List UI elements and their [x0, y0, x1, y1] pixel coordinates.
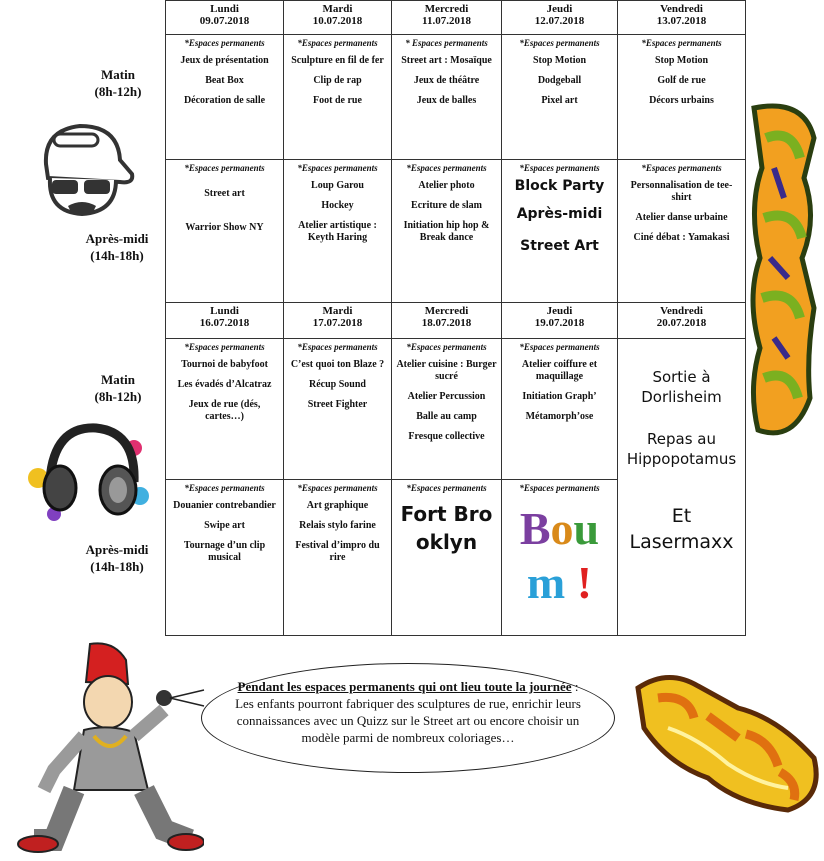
day-header: Lundi 09.07.2018: [166, 1, 284, 35]
activity-cell: *Espaces permanents Stop Motion Golf de rue Décors urbains: [618, 35, 746, 160]
note-title: Pendant les espaces permanents qui ont lieu toute la journée: [237, 679, 572, 694]
afternoon-label: Après-midi: [85, 542, 149, 557]
morning-label: Matin: [101, 67, 135, 82]
activity-cell: *Espaces permanents C’est quoi ton Blaze ? Récup Sound Street Fighter: [284, 339, 392, 480]
morning-hours: (8h-12h): [94, 84, 142, 99]
activity-cell: *Espaces permanents Street art Warrior Show NY: [166, 160, 284, 303]
morning-label-week1: [78, 66, 158, 100]
activity-cell: *Espaces permanents Art graphique Relais stylo farine Festival d’impro du rire: [284, 480, 392, 636]
morning-label-week2: [78, 371, 158, 405]
day-header: Lundi 16.07.2018: [166, 303, 284, 339]
week2-header-row: [166, 303, 746, 339]
outing-line: Repas au Hippopotamus: [626, 430, 737, 468]
fort-brooklyn: Fort Brooklyn: [400, 502, 493, 554]
day-header: Jeudi 19.07.2018: [502, 303, 618, 339]
activity-cell: *Espaces permanents Jeux de présentation Beat Box Décoration de salle: [166, 35, 284, 160]
activity-cell: *Espaces permanents Block Party Après-midi Street Art: [502, 160, 618, 303]
boum-letter: B: [519, 503, 551, 554]
schedule-table: [165, 0, 746, 636]
style-graffiti-image: [628, 668, 824, 818]
afternoon-label-week2: [70, 541, 164, 575]
activity-cell: *Espaces permanents Fort Brooklyn: [392, 480, 502, 636]
morning-hours: (8h-12h): [94, 389, 142, 404]
day-header: Vendredi 13.07.2018: [618, 1, 746, 35]
speech-bubble: [201, 663, 615, 773]
rapper-cartoon-image: [14, 640, 204, 858]
day-header: Mardi 10.07.2018: [284, 1, 392, 35]
boum-letter: m: [526, 557, 566, 608]
boum-letter: u: [573, 503, 600, 554]
activity-cell: * Espaces permanents Street art : Mosaïque Jeux de théâtre Jeux de balles: [392, 35, 502, 160]
activity-cell: *Espaces permanents Personnalisation de tee-shirt Atelier danse urbaine Ciné débat : Yamakasi: [618, 160, 746, 303]
week1-header-row: [166, 1, 746, 35]
outing-line: Et Lasermaxx: [629, 505, 734, 553]
activity-cell: *Espaces permanents Douanier contrebandier Swipe art Tournage d’un clip musical: [166, 480, 284, 636]
afternoon-label: Après-midi: [85, 231, 149, 246]
outing-line: Sortie à Dorlisheim: [641, 368, 722, 406]
week1-morning-row: [166, 35, 746, 160]
day-header: Mercredi 11.07.2018: [392, 1, 502, 35]
activity-cell: *Espaces permanents Atelier coiffure et maquillage Initiation Graph’ Métamorph’ose: [502, 339, 618, 480]
activity-cell: *Espaces permanents Atelier cuisine : Burger sucré Atelier Percussion Balle au camp Fresque collective: [392, 339, 502, 480]
week2-morning-row: [166, 339, 746, 480]
day-header: Jeudi 12.07.2018: [502, 1, 618, 35]
activity-cell: *Espaces permanents Bou m !: [502, 480, 618, 636]
boum-letter: !: [576, 557, 593, 608]
boum-text: [505, 502, 614, 610]
activity-cell: *Espaces permanents Tournoi de babyfoot Les évadés d’Alcatraz Jeux de rue (dés, cartes…): [166, 339, 284, 480]
rapper-head-icon: [32, 112, 136, 220]
speech-tail: [168, 686, 208, 712]
boum-letter: [565, 557, 577, 608]
note-colon: :: [571, 679, 579, 694]
note-body: Les enfants pourront fabriquer des sculptures de rue, enrichir leurs connaissances avec un Quizz sur le Street art ou encore choisir un modèle parmi de nombreux coloriages…: [235, 696, 581, 745]
activity-cell: *Espaces permanents Stop Motion Dodgeball Pixel art: [502, 35, 618, 160]
friday-outing-cell: [618, 339, 746, 636]
afternoon-label-week1: [70, 230, 164, 264]
week1-afternoon-row: [166, 160, 746, 303]
day-header: Vendredi 20.07.2018: [618, 303, 746, 339]
morning-label: Matin: [101, 372, 135, 387]
day-header: Mercredi 18.07.2018: [392, 303, 502, 339]
afternoon-hours: (14h-18h): [90, 248, 144, 263]
day-header: Mardi 17.07.2018: [284, 303, 392, 339]
boum-letter: o: [550, 503, 574, 554]
headphones-icon: [24, 418, 154, 530]
activity-cell: *Espaces permanents Sculpture en fil de fer Clip de rap Foot de rue: [284, 35, 392, 160]
afternoon-hours: (14h-18h): [90, 559, 144, 574]
activity-cell: *Espaces permanents Loup Garou Hockey Atelier artistique : Keyth Haring: [284, 160, 392, 303]
activity-cell: *Espaces permanents Atelier photo Ecriture de slam Initiation hip hop & Break dance: [392, 160, 502, 303]
graffiti-tag-image: [744, 98, 822, 448]
